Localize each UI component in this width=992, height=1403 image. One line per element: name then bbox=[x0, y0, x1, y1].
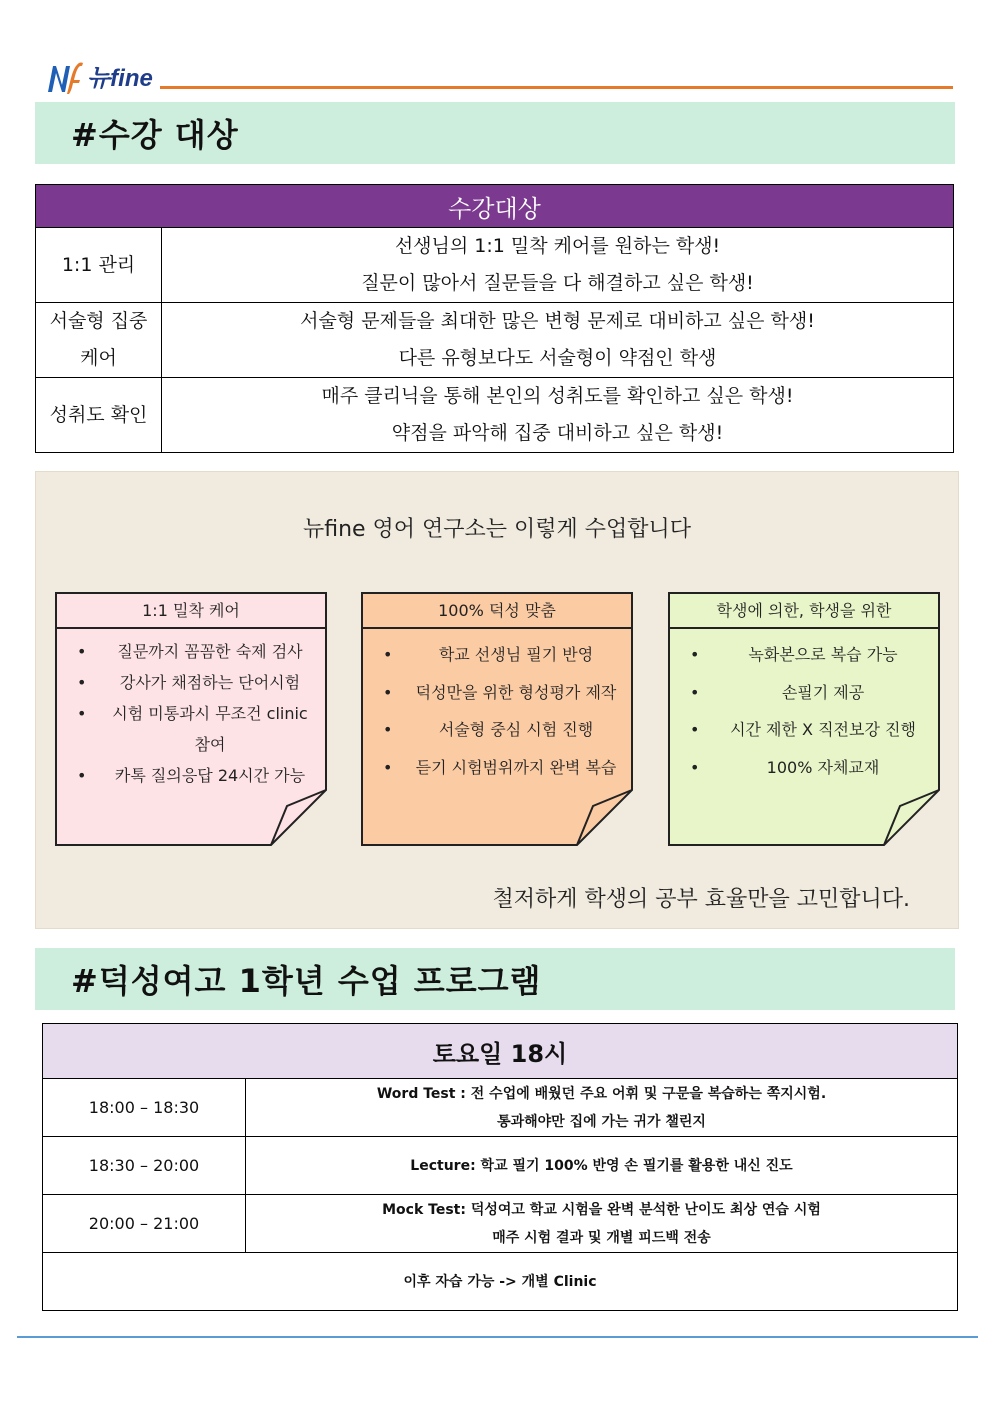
logo-mark-icon bbox=[45, 60, 85, 94]
time-cell: 18:00 – 18:30 bbox=[43, 1079, 246, 1137]
row-label bbox=[36, 303, 162, 378]
sticky-note-custom bbox=[361, 592, 633, 846]
row-content bbox=[162, 228, 954, 303]
table-row bbox=[43, 1079, 958, 1137]
table-row bbox=[36, 378, 954, 453]
footer-divider bbox=[17, 1336, 978, 1338]
section-title: #수강 대상 bbox=[71, 116, 239, 154]
time-cell: 18:30 – 20:00 bbox=[43, 1137, 246, 1195]
list-item: • 질문까지 꼼꼼한 숙제 검사 bbox=[77, 636, 313, 667]
row-line: 서술형 문제들을 최대한 많은 변형 문제로 대비하고 싶은 학생! bbox=[300, 310, 815, 332]
list-item: • 학교 선생님 필기 반영 bbox=[383, 636, 619, 674]
row-line: 매주 클리닉을 통해 본인의 성취도를 확인하고 싶은 학생! bbox=[321, 385, 794, 407]
list-item: • 녹화본으로 복습 가능 bbox=[690, 636, 926, 674]
schedule-table bbox=[42, 1023, 958, 1311]
row-line: 선생님의 1:1 밀착 케어를 원하는 학생! bbox=[394, 235, 721, 257]
table-row bbox=[36, 303, 954, 378]
activity-cell bbox=[246, 1079, 958, 1137]
list-item: • 시간 제한 X 직전보강 진행 bbox=[690, 711, 926, 749]
target-table-header: 수강대상 bbox=[36, 185, 954, 228]
list-item: • 듣기 시험범위까지 완벽 복습 bbox=[383, 749, 619, 787]
list-item: • 100% 자체교재 bbox=[690, 749, 926, 787]
schedule-footer: 이후 자습 가능 -> 개별 Clinic bbox=[43, 1253, 958, 1311]
activity-line: Lecture: 학교 필기 100% 반영 손 필기를 활용한 내신 진도 bbox=[410, 1157, 793, 1174]
row-label: 1:1 관리 bbox=[36, 228, 162, 303]
teaching-method-panel bbox=[35, 471, 959, 929]
list-item: • 서술형 중심 시험 진행 bbox=[383, 711, 619, 749]
table-row bbox=[43, 1253, 958, 1311]
row-line: 다른 유형보다도 서술형이 약점인 학생 bbox=[398, 347, 717, 369]
sticky-note-student bbox=[668, 592, 940, 846]
row-content bbox=[162, 378, 954, 453]
brand-logo bbox=[45, 58, 153, 94]
note-list bbox=[690, 636, 926, 786]
row-label: 성취도 확인 bbox=[36, 378, 162, 453]
activity-line: Word Test : 전 수업에 배웠던 주요 어휘 및 구문을 복습하는 쪽지시험. bbox=[376, 1085, 827, 1102]
section-heading-target bbox=[35, 102, 955, 164]
list-item: • 시험 미통과시 무조건 clinic 참여 bbox=[77, 698, 313, 760]
activity-cell bbox=[246, 1195, 958, 1253]
list-item: • 카톡 질의응답 24시간 가능 bbox=[77, 760, 313, 791]
note-title: 학생에 의한, 학생을 위한 bbox=[716, 601, 892, 620]
note-list bbox=[77, 636, 313, 791]
list-item: • 손필기 제공 bbox=[690, 674, 926, 712]
table-row bbox=[43, 1195, 958, 1253]
table-row bbox=[43, 1137, 958, 1195]
row-line: 질문이 많아서 질문들을 다 해결하고 싶은 학생! bbox=[361, 272, 754, 294]
row-label-line: 케어 bbox=[80, 347, 117, 369]
list-item: • 덕성만을 위한 형성평가 제작 bbox=[383, 674, 619, 712]
table-row bbox=[36, 228, 954, 303]
section-title: #덕성여고 1학년 수업 프로그램 bbox=[71, 962, 542, 1000]
schedule-header: 토요일 18시 bbox=[43, 1024, 958, 1079]
section-heading-program bbox=[35, 948, 955, 1010]
activity-cell bbox=[246, 1137, 958, 1195]
note-list bbox=[383, 636, 619, 786]
activity-line: 매주 시험 결과 및 개별 피드백 전송 bbox=[492, 1229, 711, 1246]
panel-footer: 철저하게 학생의 공부 효율만을 고민합니다. bbox=[492, 887, 910, 912]
activity-line: 통과해야만 집에 가는 귀가 챌린지 bbox=[497, 1113, 706, 1130]
row-label-line: 서술형 집중 bbox=[49, 310, 148, 332]
target-table bbox=[35, 184, 954, 453]
note-title: 1:1 밀착 케어 bbox=[142, 601, 240, 620]
header-divider bbox=[160, 86, 953, 89]
row-line: 약점을 파악해 집중 대비하고 싶은 학생! bbox=[391, 422, 724, 444]
panel-title: 뉴fine 영어 연구소는 이렇게 수업합니다 bbox=[302, 517, 692, 542]
list-item: • 강사가 채점하는 단어시험 bbox=[77, 667, 313, 698]
activity-line: Mock Test: 덕성여고 학교 시험을 완벽 분석한 난이도 최상 연습 시험 bbox=[382, 1201, 821, 1218]
sticky-note-care bbox=[55, 592, 327, 846]
logo-text: 뉴fine bbox=[87, 65, 153, 92]
row-content bbox=[162, 303, 954, 378]
time-cell: 20:00 – 21:00 bbox=[43, 1195, 246, 1253]
note-title: 100% 덕성 맞춤 bbox=[438, 601, 556, 620]
